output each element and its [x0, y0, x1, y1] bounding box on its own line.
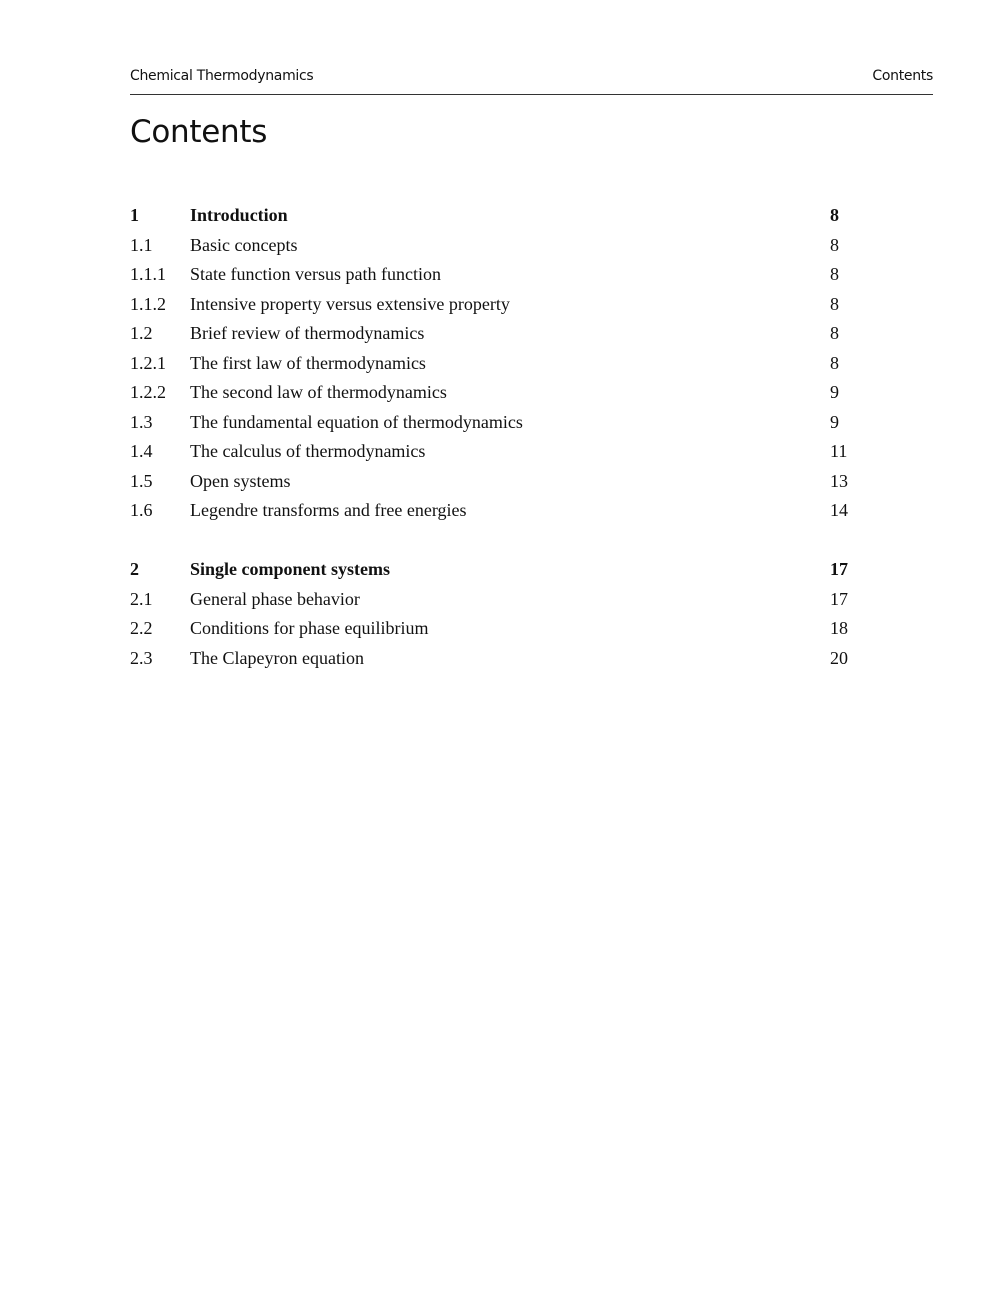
- toc-entry-title: The fundamental equation of thermodynamics: [190, 411, 523, 432]
- header-section-title: Contents: [872, 68, 933, 84]
- toc-entry-page: 8: [830, 323, 839, 343]
- toc-entry-title: Conditions for phase equilibrium: [190, 618, 429, 638]
- toc-entry-page: 9: [830, 411, 839, 432]
- toc-entry-number: 1.3: [130, 411, 153, 432]
- toc-entry-row[interactable]: [130, 349, 870, 379]
- toc-entry-title: General phase behavior: [190, 588, 360, 609]
- toc-entry-row[interactable]: [130, 585, 870, 615]
- toc-entry-row[interactable]: [130, 437, 870, 467]
- toc-entry-number: 1.2.2: [130, 382, 166, 402]
- toc-entry-title: Brief review of thermodynamics: [190, 323, 425, 343]
- toc-entry-page: 14: [830, 500, 848, 520]
- toc-entry-number: 2.3: [130, 647, 153, 668]
- toc-entry-title: Intensive property versus extensive property: [190, 293, 510, 314]
- toc-entry-row[interactable]: [130, 260, 870, 290]
- toc-entry-number: 1.5: [130, 470, 153, 491]
- toc-entry-row[interactable]: [130, 378, 870, 408]
- page-title: Contents: [130, 114, 268, 150]
- toc-entry-page: 8: [830, 293, 839, 314]
- toc-chapter-page: 17: [830, 559, 848, 579]
- toc-entry-page: 20: [830, 647, 848, 668]
- toc-entry-title: Basic concepts: [190, 234, 298, 255]
- toc-entry-number: 1.1: [130, 234, 153, 255]
- toc-entry-row[interactable]: [130, 467, 870, 497]
- toc-entry-row[interactable]: [130, 614, 870, 644]
- toc-chapter-row[interactable]: [130, 201, 870, 231]
- toc-entry-title: The second law of thermodynamics: [190, 382, 447, 402]
- toc-entry-number: 1.6: [130, 500, 153, 520]
- toc-chapter-number: 2: [130, 559, 139, 579]
- toc-entry-row[interactable]: [130, 231, 870, 261]
- toc-entry-page: 18: [830, 618, 848, 638]
- toc-entry-page: 8: [830, 234, 839, 255]
- toc-entry-page: 17: [830, 588, 848, 609]
- table-of-contents: [130, 201, 870, 673]
- toc-entry-row[interactable]: [130, 408, 870, 438]
- toc-chapter-title: Single component systems: [190, 559, 391, 579]
- toc-chapter-number: 1: [130, 205, 139, 225]
- toc-entry-number: 2.1: [130, 588, 153, 609]
- toc-chapter-title: Introduction: [190, 205, 288, 225]
- toc-chapter-row[interactable]: [130, 555, 870, 585]
- toc-entry-number: 1.4: [130, 441, 153, 461]
- toc-entry-number: 1.1.1: [130, 264, 166, 284]
- toc-entry-number: 1.2: [130, 323, 153, 343]
- toc-entry-row[interactable]: [130, 496, 870, 526]
- toc-entry-title: The first law of thermodynamics: [190, 352, 426, 373]
- toc-entry-title: The Clapeyron equation: [190, 647, 364, 668]
- toc-entry-row[interactable]: [130, 644, 870, 674]
- toc-entry-number: 1.2.1: [130, 352, 166, 373]
- toc-entry-title: State function versus path function: [190, 264, 441, 284]
- toc-entry-title: Legendre transforms and free energies: [190, 500, 467, 520]
- toc-entry-number: 1.1.2: [130, 293, 166, 314]
- toc-chapter-page: 8: [830, 205, 839, 225]
- toc-entry-page: 13: [830, 470, 848, 491]
- toc-entry-number: 2.2: [130, 618, 153, 638]
- toc-entry-page: 8: [830, 352, 839, 373]
- toc-entry-page: 8: [830, 264, 839, 284]
- toc-entry-row[interactable]: [130, 319, 870, 349]
- toc-entry-row[interactable]: [130, 290, 870, 320]
- toc-entry-title: Open systems: [190, 470, 291, 491]
- toc-entry-page: 9: [830, 382, 839, 402]
- toc-entry-title: The calculus of thermodynamics: [190, 441, 426, 461]
- running-header: [130, 66, 933, 95]
- toc-entry-page: 11: [830, 441, 848, 461]
- header-book-title: Chemical Thermodynamics: [130, 68, 314, 84]
